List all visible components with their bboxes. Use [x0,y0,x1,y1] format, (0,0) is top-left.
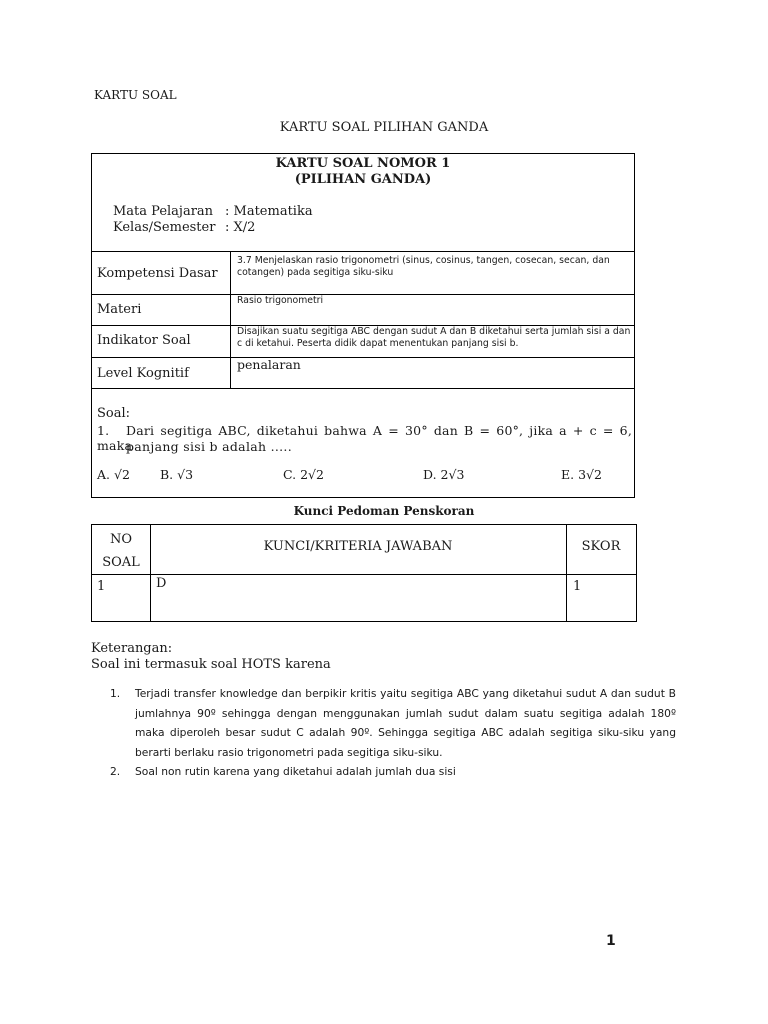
list-item [110,684,676,762]
soal-label: Soal: [97,406,131,421]
row-value-indikator: Disajikan suatu segitiga ABC dengan sudut A dan B diketahui serta jumlah sisi a dan c di ketahui. Peserta didik dapat menentukan panjang sisi b. [237,326,631,349]
list-item [110,762,676,782]
option-d: D. 2√3 [423,467,465,482]
question-line2: panjang sisi b adalah ..... [126,439,292,454]
keterangan [91,641,331,673]
list-item-text: Soal non rutin karena yang diketahui adalah jumlah dua sisi [135,765,456,778]
grid-line [230,251,231,388]
card-title-line1: KARTU SOAL NOMOR 1 [275,156,451,171]
grid-line [91,574,637,575]
row-value-level: penalaran [237,357,301,372]
card-meta [113,204,313,236]
option-c: C. 2√2 [283,467,324,482]
list-item-number: 1. [110,687,121,700]
kunci-title: Kunci Pedoman Penskoran [293,504,475,518]
grid-line [91,357,635,358]
list-item-text: Terjadi transfer knowledge dan berpikir kritis yaitu segitiga ABC yang diketahui sudut A dan sudut B jumlahnya 90º sehingga dengan menggunakan jumlah sudut dalam suatu segitiga adalah 180º maka diperoleh besar sudut C adalah 90º. Sehingga segitiga ABC adalah segitiga siku-siku yang berarti berlaku rasio trigonometri pada segitiga siku-siku. [135,687,676,759]
row-value-kompetensi: 3.7 Menjelaskan rasio trigonometri (sinus, cosinus, tangen, cosecan, secan, dan cotangen) pada segitiga siku-siku [237,255,610,278]
keterangan-title: Keterangan: [91,641,173,656]
option-b: B. √3 [160,467,194,482]
cell-kunci: D [156,576,167,591]
subject-value: : Matematika [225,204,313,219]
grid-line [91,388,635,389]
row-label-kompetensi: Kompetensi Dasar [97,266,218,281]
document-title: KARTU SOAL PILIHAN GANDA [279,120,489,135]
header-skor: SKOR [581,539,621,554]
subject-label: Mata Pelajaran [113,204,214,219]
row-label-level: Level Kognitif [97,366,189,381]
question-number: 1. [97,423,110,438]
header-no-soal: NO SOAL [102,532,140,570]
question-text-1: Dari segitiga ABC, diketahui bahwa A = 30° dan B = 60°, jika a + c = 6, maka [97,423,632,453]
cell-skor: 1 [573,579,582,594]
card-title [91,156,635,188]
keterangan-subtitle: Soal ini termasuk soal HOTS karena [91,657,331,672]
header-kunci: KUNCI/KRITERIA JAWABAN [263,539,453,554]
header-label: KARTU SOAL [94,88,177,102]
keterangan-list [110,684,676,782]
option-a: A. √2 [97,467,130,482]
page-number: 1 [606,933,616,949]
row-value-materi: Rasio trigonometri [237,295,324,306]
cell-no: 1 [97,579,106,594]
row-label-indikator: Indikator Soal [97,333,191,348]
option-e: E. 3√2 [561,467,602,482]
class-value: : X/2 [225,220,256,235]
list-item-number: 2. [110,765,121,778]
grid-line [91,251,635,252]
row-label-materi: Materi [97,302,142,317]
class-label: Kelas/Semester [113,220,216,235]
card-title-line2: (PILIHAN GANDA) [294,172,432,187]
